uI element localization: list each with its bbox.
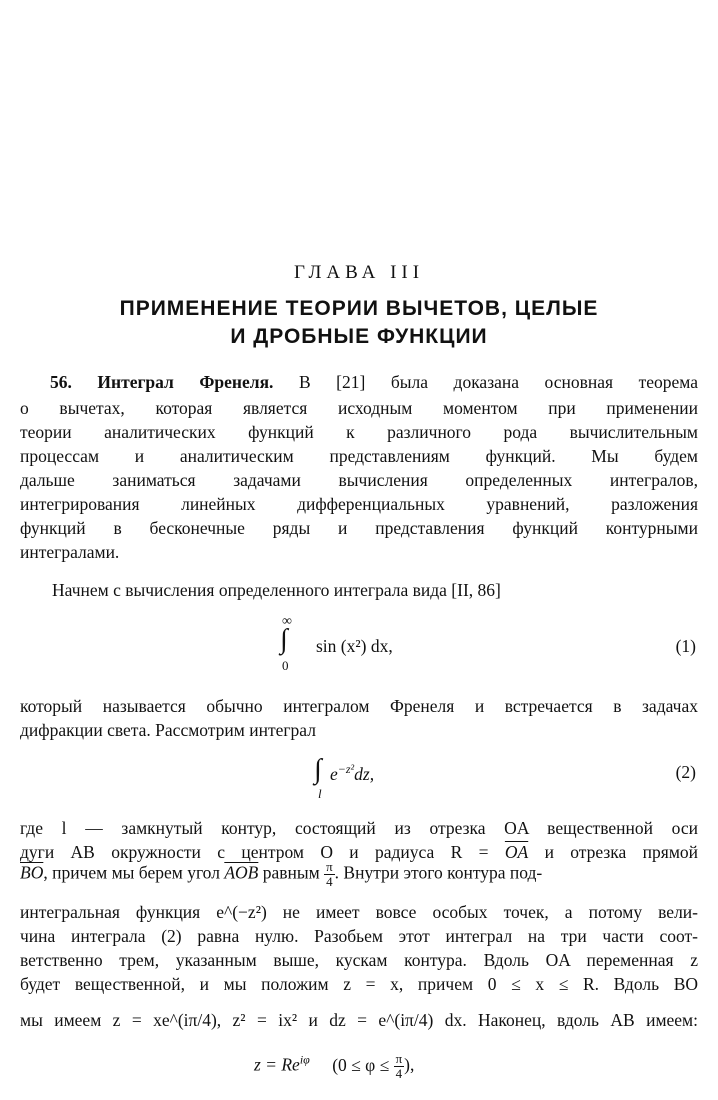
para1-first-line-rest: В [21] была доказана основная теорема bbox=[298, 372, 698, 392]
eq1-upper-limit: ∞ bbox=[282, 614, 292, 629]
paragraph-2: Начнем с вычисления определенного интеграла вида [II, 86] bbox=[52, 580, 501, 600]
chapter-title-line-1: ПРИМЕНЕНИЕ ТЕОРИИ ВЫЧЕТОВ, ЦЕЛЫЕ bbox=[119, 297, 599, 320]
paragraph-4-line-2: дуги AB окружности с центром O и радиуса $R = \overline{OA}$ и отрезка прямой bbox=[20, 842, 699, 862]
paragraph-4-line-3: $\overline{BO}$, причем мы берем угол $\overline{AOB}$ равным $\frac{\pi}{4}$ . Внутри этого контура под- bbox=[20, 859, 543, 889]
paragraph-1-line-6: интегрирования линейных дифференциальных уравнений, разложения bbox=[20, 494, 698, 514]
eq3-pi-over-four: $\frac{\pi}{4}$ bbox=[395, 1051, 403, 1081]
paragraph-4-line-6: ветственно трем, указанным выше, кускам контура. Вдоль OA переменная z bbox=[20, 950, 698, 970]
eq2-integral-sign: ∫ bbox=[314, 754, 322, 785]
chapter-heading: ГЛАВА III bbox=[293, 262, 425, 283]
paragraph-4-line-7: будет вещественной, и мы положим z = x, причем 0 ≤ x ≤ R. Вдоль BO bbox=[20, 974, 698, 994]
paragraph-4-line-1: где l — замкнутый контур, состоящий из отрезка OA вещественной оси bbox=[20, 818, 698, 838]
paragraph-1-line-5: дальше заниматься задачами вычисления определенных интегралов, bbox=[20, 470, 698, 490]
paragraph-3-line-2: дифракции света. Рассмотрим интеграл bbox=[20, 720, 316, 740]
section-heading: 56. Интеграл Френеля. bbox=[50, 372, 274, 392]
paragraph-4-line-4: интегральная функция e^(−z²) не имеет вовсе особых точек, а потому вели- bbox=[20, 902, 698, 922]
paragraph-1-line-2: о вычетах, которая является исходным моментом при применении bbox=[20, 398, 698, 418]
paragraph-4-line-5: чина интеграла (2) равна нулю. Разобьем этот интеграл на три части соот- bbox=[20, 926, 698, 946]
paragraph-1-line-1 bbox=[20, 372, 698, 393]
eq1-integral-sign: ∫ bbox=[280, 624, 288, 655]
eq1-integrand: sin (x²) dx, bbox=[316, 636, 393, 656]
eq1-lower-limit: 0 bbox=[282, 658, 289, 673]
equation-2-number: (2) bbox=[675, 762, 696, 782]
pi-over-four: $\frac{\pi}{4}$ bbox=[326, 859, 333, 889]
chapter-title-line-2: И ДРОБНЫЕ ФУНКЦИИ bbox=[230, 325, 488, 348]
paragraph-4-line-8: мы имеем z = xe^(iπ/4), z² = ix² и dz = e^(iπ/4) dx. Наконец, вдоль AB имеем: bbox=[20, 1010, 698, 1030]
paragraph-1-line-4: процессам и аналитическим представлениям функций. Мы будем bbox=[20, 446, 698, 466]
eq2-integrand: $e^{-z^2}dz$, bbox=[330, 762, 375, 784]
equation-1-number: (1) bbox=[675, 636, 696, 656]
paragraph-1-line-8: интегралами. bbox=[20, 542, 120, 562]
paragraph-1-line-3: теории аналитических функций к различного рода вычислительным bbox=[20, 422, 698, 442]
equation-3: $z = Re^{i\varphi}$ (0 ≤ φ ≤ $\frac{\pi}{4}$ ), bbox=[254, 1051, 415, 1081]
paragraph-1-line-7: функций в бесконечные ряды и представления функций контурными bbox=[20, 518, 698, 538]
paragraph-3-line-1: который называется обычно интегралом Френеля и встречается в задачах bbox=[20, 696, 698, 716]
eq2-contour: l bbox=[318, 786, 322, 801]
